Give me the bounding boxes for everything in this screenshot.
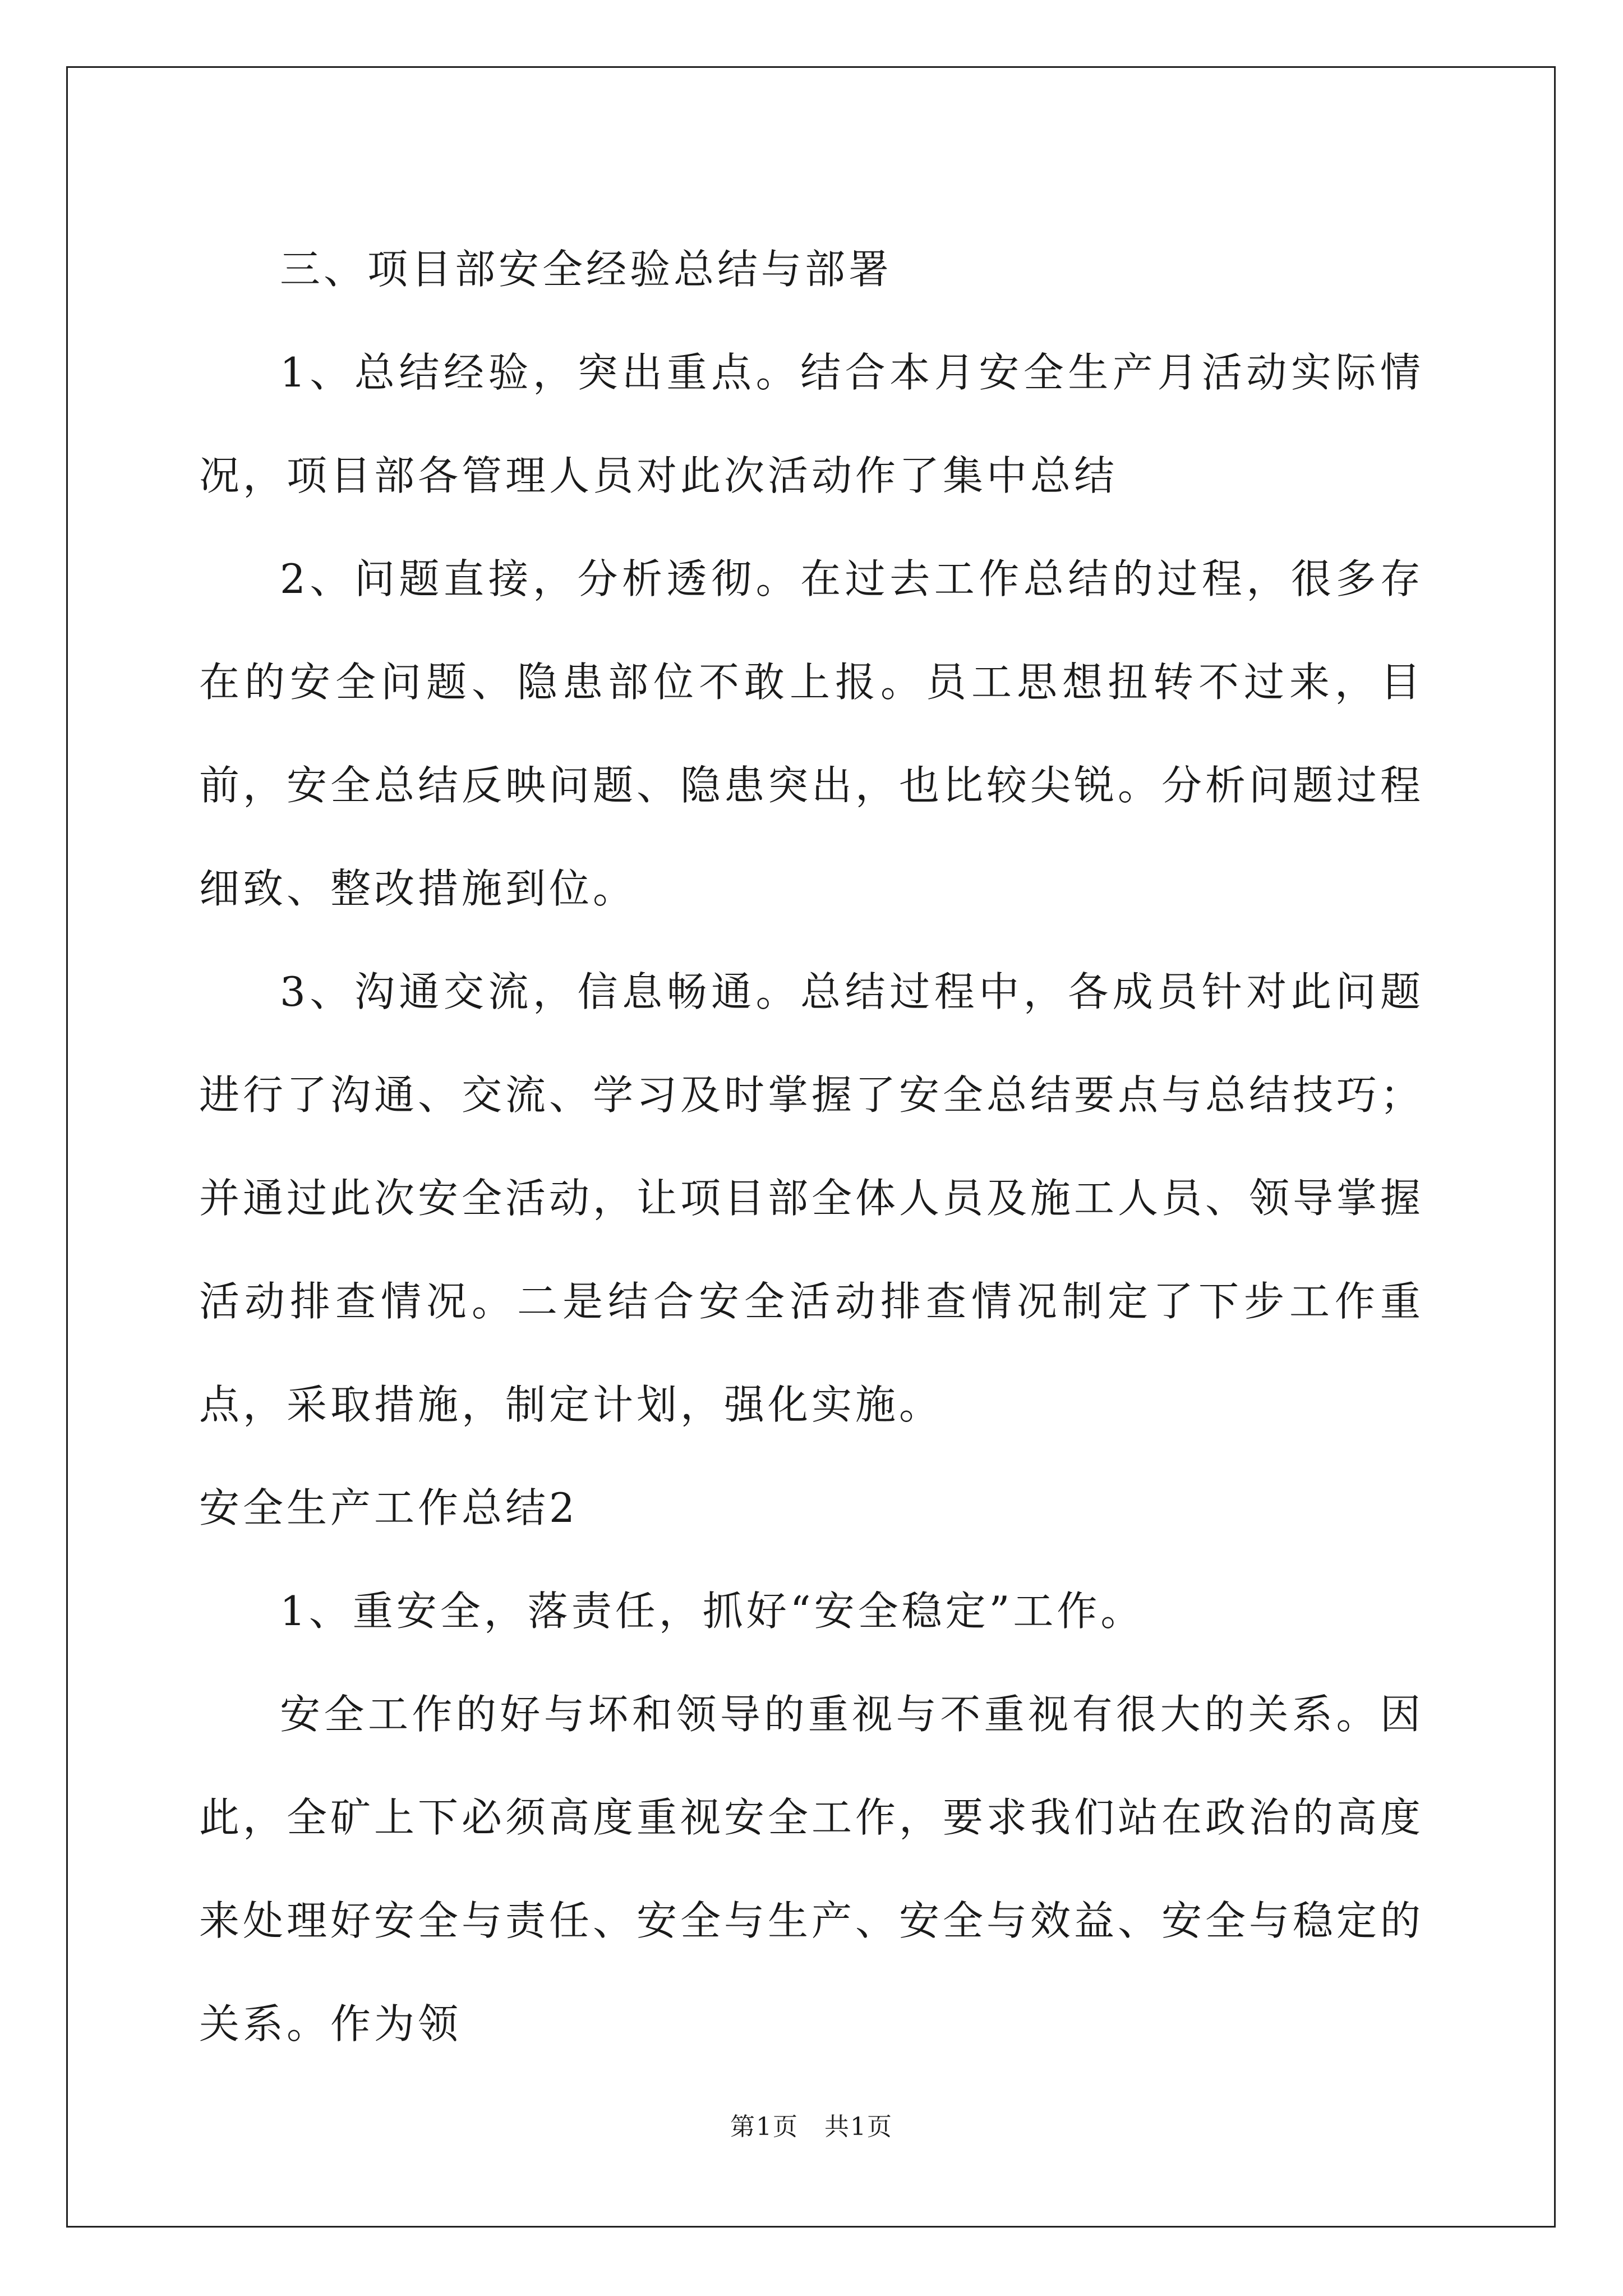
paragraph-item-2: 2、问题直接，分析透彻。在过去工作总结的过程，很多存在的安全问题、隐患部位不敢上报。员工思想扭转不过来，目前，安全总结反映问题、隐患突出，也比较尖锐。分析问题过程细致、整改措施到位。 xyxy=(199,555,1424,912)
paragraph-safety-heading: 1、重安全，落责任，抓好“安全稳定”工作。 xyxy=(280,1588,1145,1635)
paragraph-item-1: 1、总结经验，突出重点。结合本月安全生产月活动实际情况，项目部各管理人员对此次活动作了集中总结 xyxy=(199,349,1424,499)
document-body xyxy=(199,218,1424,2076)
paragraph-item-3: 3、沟通交流，信息畅通。总结过程中，各成员针对此问题进行了沟通、交流、学习及时掌握了安全总结要点与总结技巧；并通过此次安全活动，让项目部全体人员及施工人员、领导掌握活动排查情况。二是结合安全活动排查情况制定了下步工作重点，采取措施，制定计划，强化实施。 xyxy=(199,968,1424,1428)
paragraph-safety-body: 安全工作的好与坏和领导的重视与不重视有很大的关系。因此，全矿上下必须高度重视安全工作，要求我们站在政治的高度来处理好安全与责任、安全与生产、安全与效益、安全与稳定的关系。作为领 xyxy=(199,1691,1424,2047)
page-number-footer: 第1页 共1页 xyxy=(730,2113,893,2141)
section-title-2: 安全生产工作总结2 xyxy=(199,1484,578,1531)
section-heading-3: 三、项目部安全经验总结与部署 xyxy=(280,246,893,293)
